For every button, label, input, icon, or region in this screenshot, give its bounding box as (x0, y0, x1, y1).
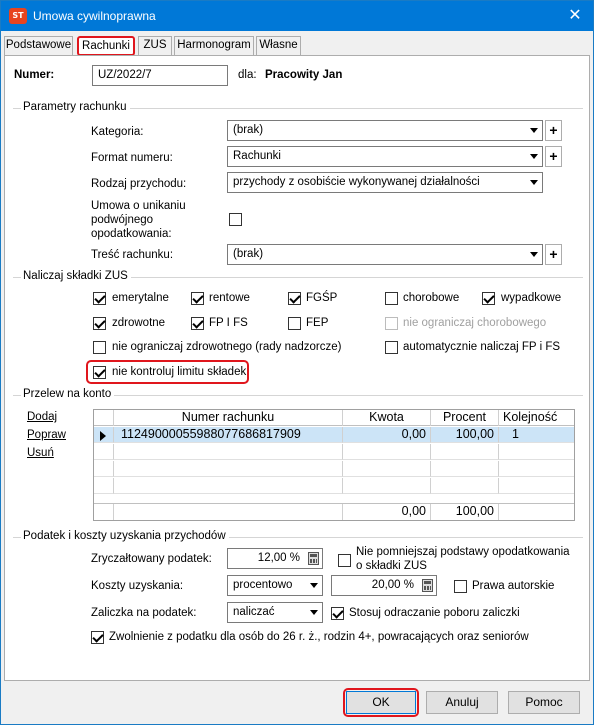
chevron-down-icon (530, 128, 538, 133)
grid-header-indicator (94, 410, 114, 426)
numer-label: Numer: (14, 69, 55, 81)
koszty-uzyskania-label: Koszty uzyskania: (91, 580, 184, 592)
podatek-section-title: Podatek i koszty uzyskania przychodów (21, 530, 229, 542)
koszty-mode-value: procentowo (233, 579, 293, 591)
help-button[interactable]: Pomoc (508, 691, 580, 714)
grid-header (94, 410, 574, 426)
col-procent[interactable]: Procent (431, 410, 499, 426)
fep-checkbox[interactable] (288, 317, 301, 330)
dla-label: dla: (238, 69, 257, 81)
zdrowotne-label: zdrowotne (112, 317, 166, 329)
tab-harmonogram[interactable]: Harmonogram (174, 36, 254, 55)
stosuj-odraczanie-label: Stosuj odraczanie poboru zaliczki (349, 607, 520, 619)
nie-ograniczaj-chorobowego-label: nie ograniczaj chorobowego (403, 317, 547, 329)
grid-summary-row (94, 503, 574, 519)
zdrowotne-checkbox[interactable] (93, 317, 106, 330)
przelew-section-title: Przelew na konto (21, 388, 114, 400)
zryczaltowany-input[interactable] (227, 548, 323, 569)
auto-fp-fs-checkbox[interactable] (385, 341, 398, 354)
popraw-link[interactable]: Popraw (27, 429, 66, 441)
cell-procent: 100,00 (431, 427, 499, 443)
fgsp-checkbox[interactable] (288, 292, 301, 305)
title-bar (1, 1, 593, 31)
zaliczka-select[interactable] (227, 602, 323, 623)
nie-ograniczaj-chorobowego-checkbox[interactable] (385, 317, 398, 330)
cell-numer-rachunku: 11249000055988077686817909 (114, 427, 343, 443)
fpifs-label: FP I FS (209, 317, 248, 329)
col-kolejnosc[interactable]: Kolejność (503, 410, 558, 424)
table-row-empty (94, 444, 574, 460)
format-numeru-value: Rachunki (233, 150, 281, 162)
bank-accounts-grid[interactable] (93, 409, 575, 521)
kategoria-value: (brak) (233, 124, 264, 136)
table-row[interactable] (94, 427, 574, 443)
chevron-down-icon (310, 610, 318, 615)
calculator-icon[interactable] (308, 552, 319, 565)
dodaj-link[interactable]: Dodaj (27, 411, 58, 423)
add-kategoria-button[interactable]: + (545, 120, 562, 141)
fpifs-checkbox[interactable] (191, 317, 204, 330)
chevron-down-icon (530, 180, 538, 185)
row-indicator (94, 427, 114, 443)
koszty-value: 20,00 % (371, 579, 414, 591)
zaliczka-label: Zaliczka na podatek: (91, 607, 197, 619)
add-format-button[interactable]: + (545, 146, 562, 167)
kategoria-label: Kategoria: (91, 126, 144, 138)
tab-zus[interactable]: ZUS (138, 36, 172, 55)
nie-pomniejszaj-checkbox[interactable] (338, 554, 351, 567)
close-button[interactable]: ✕ (568, 7, 582, 24)
ok-button[interactable]: OK (346, 691, 416, 714)
chevron-down-icon (310, 583, 318, 588)
umowa-label-line3: opodatkowania: (91, 228, 172, 240)
nie-ograniczaj-zdrowotnego-checkbox[interactable] (93, 341, 106, 354)
emerytalne-checkbox[interactable] (93, 292, 106, 305)
nie-kontroluj-limitu-label: nie kontroluj limitu składek (112, 366, 247, 378)
rodzaj-przychodu-select[interactable] (227, 172, 543, 193)
chorobowe-checkbox[interactable] (385, 292, 398, 305)
tab-wlasne[interactable]: Własne (256, 36, 301, 55)
parametry-section-title: Parametry rachunku (21, 101, 130, 113)
zwolnienie-checkbox[interactable] (91, 631, 104, 644)
rodzaj-przychodu-value: przychody z osobiście wykonywanej działalności (233, 176, 480, 188)
row-pointer-icon (100, 431, 106, 441)
sum-kwota: 0,00 (343, 504, 431, 520)
tresc-rachunku-select[interactable] (227, 244, 543, 265)
app-logo-icon: ST (9, 8, 27, 24)
kategoria-select[interactable] (227, 120, 543, 141)
cancel-button[interactable]: Anuluj (426, 691, 498, 714)
usun-link[interactable]: Usuń (27, 447, 54, 459)
prawa-autorskie-checkbox[interactable] (454, 580, 467, 593)
calculator-icon[interactable] (422, 579, 433, 592)
zwolnienie-label: Zwolnienie z podatku dla osób do 26 r. ż., rodzin 4+, powracających oraz seniorów (109, 631, 529, 643)
nie-ograniczaj-zdrowotnego-label: nie ograniczaj zdrowotnego (rady nadzorcze) (112, 341, 342, 353)
rentowe-label: rentowe (209, 292, 250, 304)
chevron-down-icon (530, 154, 538, 159)
umowa-unikaniu-checkbox[interactable] (229, 213, 242, 226)
table-row-empty (94, 461, 574, 477)
nie-pomniejszaj-label-2: o składki ZUS (356, 560, 427, 572)
fgsp-label: FGŚP (306, 292, 338, 304)
rentowe-checkbox[interactable] (191, 292, 204, 305)
col-numer-rachunku[interactable]: Numer rachunku (114, 410, 343, 426)
cell-kolejnosc: 1 (499, 427, 574, 443)
tresc-rachunku-label: Treść rachunku: (91, 249, 174, 261)
window-title: Umowa cywilnoprawna (33, 9, 156, 23)
chorobowe-label: chorobowe (403, 292, 460, 304)
umowa-label-line2: podwójnego (91, 214, 154, 226)
umowa-label-line1: Umowa o unikaniu (91, 200, 186, 212)
koszty-mode-select[interactable] (227, 575, 323, 596)
nie-pomniejszaj-label-1: Nie pomniejszaj podstawy opodatkowania (356, 546, 570, 558)
koszty-value-input[interactable] (331, 575, 437, 596)
col-kwota[interactable]: Kwota (343, 410, 431, 426)
format-numeru-label: Format numeru: (91, 152, 173, 164)
table-row-empty (94, 478, 574, 494)
zryczaltowany-value: 12,00 % (257, 552, 300, 564)
cell-kwota: 0,00 (343, 427, 431, 443)
zus-section-title: Naliczaj składki ZUS (21, 270, 131, 282)
fep-label: FEP (306, 317, 329, 329)
nie-kontroluj-limitu-checkbox[interactable] (93, 366, 106, 379)
auto-fp-fs-label: automatycznie naliczaj FP i FS (403, 341, 561, 353)
add-tresc-button[interactable]: + (545, 244, 562, 265)
zaliczka-value: naliczać (233, 606, 275, 618)
emerytalne-label: emerytalne (112, 292, 169, 304)
rodzaj-przychodu-label: Rodzaj przychodu: (91, 178, 187, 190)
wypadkowe-label: wypadkowe (501, 292, 562, 304)
format-numeru-select[interactable] (227, 146, 543, 167)
sum-procent: 100,00 (431, 504, 499, 520)
stosuj-odraczanie-checkbox[interactable] (331, 607, 344, 620)
wypadkowe-checkbox[interactable] (482, 292, 495, 305)
tab-content-rachunki (4, 55, 590, 681)
tab-rachunki[interactable]: Rachunki (77, 36, 135, 56)
chevron-down-icon (530, 252, 538, 257)
tab-podstawowe[interactable]: Podstawowe (4, 36, 73, 55)
numer-input[interactable]: UZ/2022/7 (92, 65, 228, 86)
prawa-autorskie-label: Prawa autorskie (472, 580, 555, 592)
button-bar (1, 682, 593, 724)
contractor-name: Pracowity Jan (265, 69, 343, 81)
tresc-rachunku-value: (brak) (233, 248, 264, 260)
zryczaltowany-label: Zryczałtowany podatek: (91, 553, 212, 565)
